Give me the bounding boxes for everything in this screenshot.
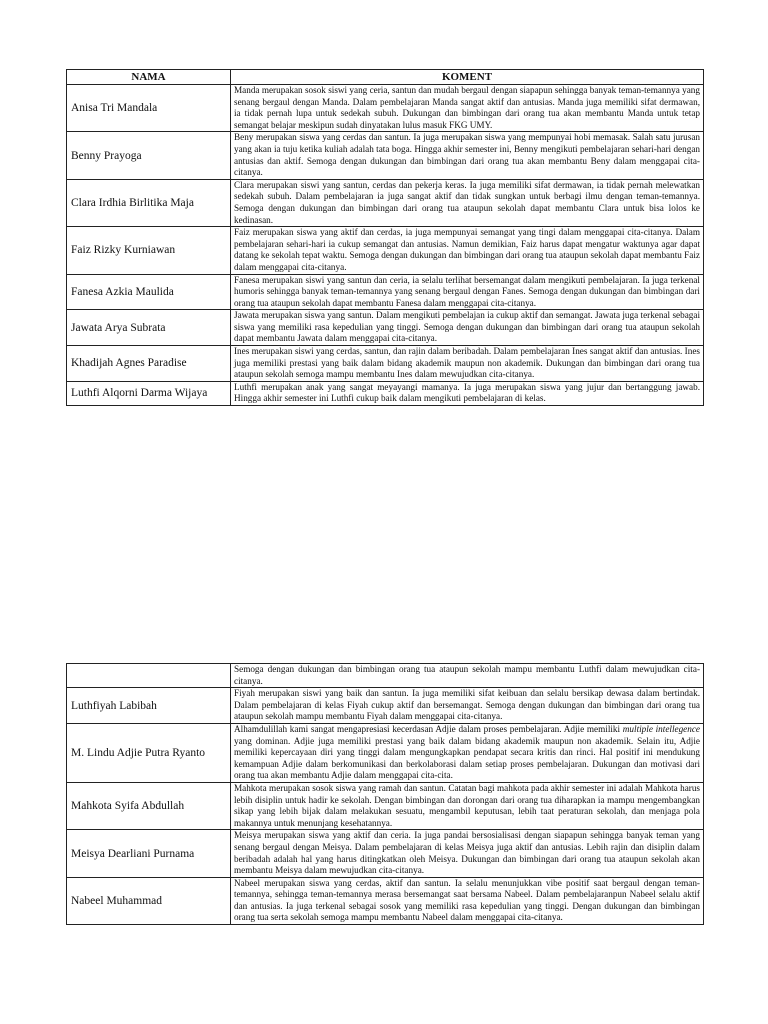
table-row bbox=[67, 830, 704, 877]
table-row bbox=[67, 179, 704, 226]
comments-table-top bbox=[66, 69, 704, 406]
table-header-row bbox=[67, 70, 704, 85]
student-comment: Fanesa merupakan siswi yang santun dan ceria, ia selalu terlihat bersemangat dalam mengikuti pembelajaran. Ia juga terkenal humoris sehingga banyak teman-temannya yang senang bergaul dengan Fanes. Semoga dengan dukungan dan bimbingan dari orang tua ataupun sekolah dapat membantu Fanesa dalam menggapai cita-citanya. bbox=[231, 274, 704, 310]
header-name: NAMA bbox=[67, 70, 231, 85]
table-row bbox=[67, 723, 704, 782]
student-comment: Faiz merupakan siswa yang aktif dan cerdas, ia juga mempunyai semangat yang tingi dalam menggapai cita-citanya. Dalam pembelajaran sehari-hari ia cukup semangat dan antusias. Namun demikian, Faiz harus dapat mengatur waktunya agar dapat datang ke sekolah tepat waktu. Semoga dengan dukungan dan bimbingan dari orang tua ataupun sekolah dapat membantu Faiz dalam menggapai cita-citanya. bbox=[231, 227, 704, 274]
table-row bbox=[67, 877, 704, 924]
comments-table-bottom bbox=[66, 663, 704, 925]
table-row bbox=[67, 310, 704, 346]
student-name: Nabeel Muhammad bbox=[67, 877, 231, 924]
student-name: Meisya Dearliani Purnama bbox=[67, 830, 231, 877]
student-name: Luthfi Alqorni Darma Wijaya bbox=[67, 381, 231, 405]
table-row bbox=[67, 274, 704, 310]
student-name: M. Lindu Adjie Putra Ryanto bbox=[67, 723, 231, 782]
table-row bbox=[67, 132, 704, 179]
student-comment: Manda merupakan sosok siswi yang ceria, santun dan mudah bergaul dengan siapapun sehingga banyak teman-temannya yang senang bergaul dengan Manda. Dalam pembelajaran Manda sangat aktif dan antusias. Manda juga memiliki sifat dermawan, ia tidak pernah lupa untuk sedekah subuh. Dukungan dan bimbingan dari orang tua akan membantu Manda untuk tetap semangat belajar meskipun sudah dinyatakan lulus masuk FKG UMY. bbox=[231, 85, 704, 132]
table-row bbox=[67, 688, 704, 724]
student-comment: Beny merupakan siswa yang cerdas dan santun. Ia juga merupakan siswa yang mempunyai hobi memasak. Salah satu jurusan yang akan ia tuju ketika kuliah adalah tata boga. Hingga akhir semester ini, Benny mengikuti pembelajaran sehari-hari dengan antusias dan aktif. Semoga dengan dukungan dan bimbingan dari orang tua akan membantu Beny dalam menggapai cita-citanya. bbox=[231, 132, 704, 179]
student-name: Fanesa Azkia Maulida bbox=[67, 274, 231, 310]
table-row bbox=[67, 381, 704, 405]
comment-text: yang dominan. Adjie juga memiliki prestasi yang baik dalam bidang akademik maupun non akademik. Selain itu, Adjie memiliki kepercayaan diri yang tinggi dalam mengungkapkan pendapat secara kritis dan rinci. Hal positif ini mendukung kemampuan Adjie dalam berkomunikasi dan berkolaborasi dalam setiap proses pembelajaran. Dukungan dan motivasi dari orang tua akan membantu Adjie dalam menggapai cita-cita. bbox=[234, 735, 700, 781]
comment-italic-term: multiple intellegence bbox=[622, 723, 700, 734]
student-name-empty bbox=[67, 664, 231, 688]
student-comment: Ines merupakan siswi yang cerdas, santun, dan rajin dalam beribadah. Dalam pembelajaran Ines sangat aktif dan antusias. Ines juga memiliki prestasi yang baik dalam bidang akademik maupun non akademik. Dukungan dan bimbingan dari orang tua ataupun sekolah semoga mampu membantu Ines dalam mewujudkan cita-citanya. bbox=[231, 346, 704, 382]
student-comment: Meisya merupakan siswa yang aktif dan ceria. Ia juga pandai bersosialisasi dengan siapapun sehingga banyak teman yang senang bergaul dengan Meisya. Dalam pembelajaran di kelas Meisya juga aktif dan antusias. Lebih rajin dan disiplin dalam beribadah adalah hal yang harus ditingkatkan oleh Meisya. Dukungan dan bimbingan dari orang tua ataupun sekolah akan membantu Meisya dalam mewujudkan cita-citanya. bbox=[231, 830, 704, 877]
student-comment: Luthfi merupakan anak yang sangat meyayangi mamanya. Ia juga merupakan siswa yang jujur dan bertanggung jawab. Hingga akhir semester ini Luthfi cukup baik dalam mengikuti pembelajaran di kelas. bbox=[231, 381, 704, 405]
header-comment: KOMENT bbox=[231, 70, 704, 85]
student-name: Khadijah Agnes Paradise bbox=[67, 346, 231, 382]
table-row bbox=[67, 227, 704, 274]
student-name: Clara Irdhia Birlitika Maja bbox=[67, 179, 231, 226]
student-name: Anisa Tri Mandala bbox=[67, 85, 231, 132]
student-comment bbox=[231, 723, 704, 782]
table-row bbox=[67, 782, 704, 829]
student-comment: Mahkota merupakan sosok siswa yang ramah dan santun. Catatan bagi mahkota pada akhir semester ini adalah Mahkota harus lebih disiplin untuk hadir ke sekolah. Dengan bimbingan dan dorongan dari orang tua diharapkan ia mampu mengembangkan sikap yang lebih bijak dalam melakukan sesuatu, mengambil keputusan, lebih taat peraturan sekolah, dan menjaga pola makannya untuk menunjang kesehatannya. bbox=[231, 782, 704, 829]
student-name: Mahkota Syifa Abdullah bbox=[67, 782, 231, 829]
student-name: Benny Prayoga bbox=[67, 132, 231, 179]
table-row bbox=[67, 85, 704, 132]
student-comment: Clara merupakan siswi yang santun, cerdas dan pekerja keras. Ia juga memiliki sifat dermawan, ia tidak pernah melewatkan sedekah subuh. Dalam pembelajaran ia juga sangat aktif dan tidak sungkan untuk berbagi ilmu dengan teman-temannya. Semoga dengan dukungan dan bimbingan dari orang tua ataupun sekolah dapat membantu Clara untuk bisa lolos ke kedinasan. bbox=[231, 179, 704, 226]
student-comment: Nabeel merupakan siswa yang cerdas, aktif dan santun. Ia selalu menunjukkan vibe positif saat bergaul dengan teman-temannya, sehingga teman-temannya merasa bersemangat saat bersama Nabeel. Dalam pembelajaranpun Nabeel selalu aktif dan antusias. Ia juga terkenal sebagai sosok yang memiliki rasa kepedulian yang tinggi. Dengan dukungan dan bimbingan orang tua serta sekolah semoga mampu membantu Nabeel dalam menggapai cita-citanya. bbox=[231, 877, 704, 924]
comment-text: Alhamdulillah kami sangat mengapresiasi kecerdasan Adjie dalam proses pembelajaran. Adjie memiliki bbox=[234, 723, 623, 734]
student-name: Jawata Arya Subrata bbox=[67, 310, 231, 346]
student-name: Faiz Rizky Kurniawan bbox=[67, 227, 231, 274]
student-name: Luthfiyah Labibah bbox=[67, 688, 231, 724]
student-comment: Semoga dengan dukungan dan bimbingan orang tua ataupun sekolah mampu membantu Luthfi dalam mewujudkan cita-citanya. bbox=[231, 664, 704, 688]
table-row bbox=[67, 346, 704, 382]
student-comment: Fiyah merupakan siswi yang baik dan santun. Ia juga memiliki sifat keibuan dan selalu bersikap dewasa dalam bertindak. Dalam pembelajaran di kelas Fiyah cukup aktif dan bersemangat. Semoga dengan dukungan dan bimbingan dari orang tua ataupun sekolah mampu membantu Fiyah dalam menggapai cita-citanya. bbox=[231, 688, 704, 724]
student-comment: Jawata merupakan siswa yang santun. Dalam mengikuti pembelajan ia cukup aktif dan semangat. Jawata juga terkenal sebagai siswa yang memiliki rasa kepedulian yang tinggi. Semoga dengan dukungan dan bimbingan dari orang tua ataupun sekolah dapat membantu Jawata dalam menggapai cita-citanya. bbox=[231, 310, 704, 346]
table-row-continuation bbox=[67, 664, 704, 688]
